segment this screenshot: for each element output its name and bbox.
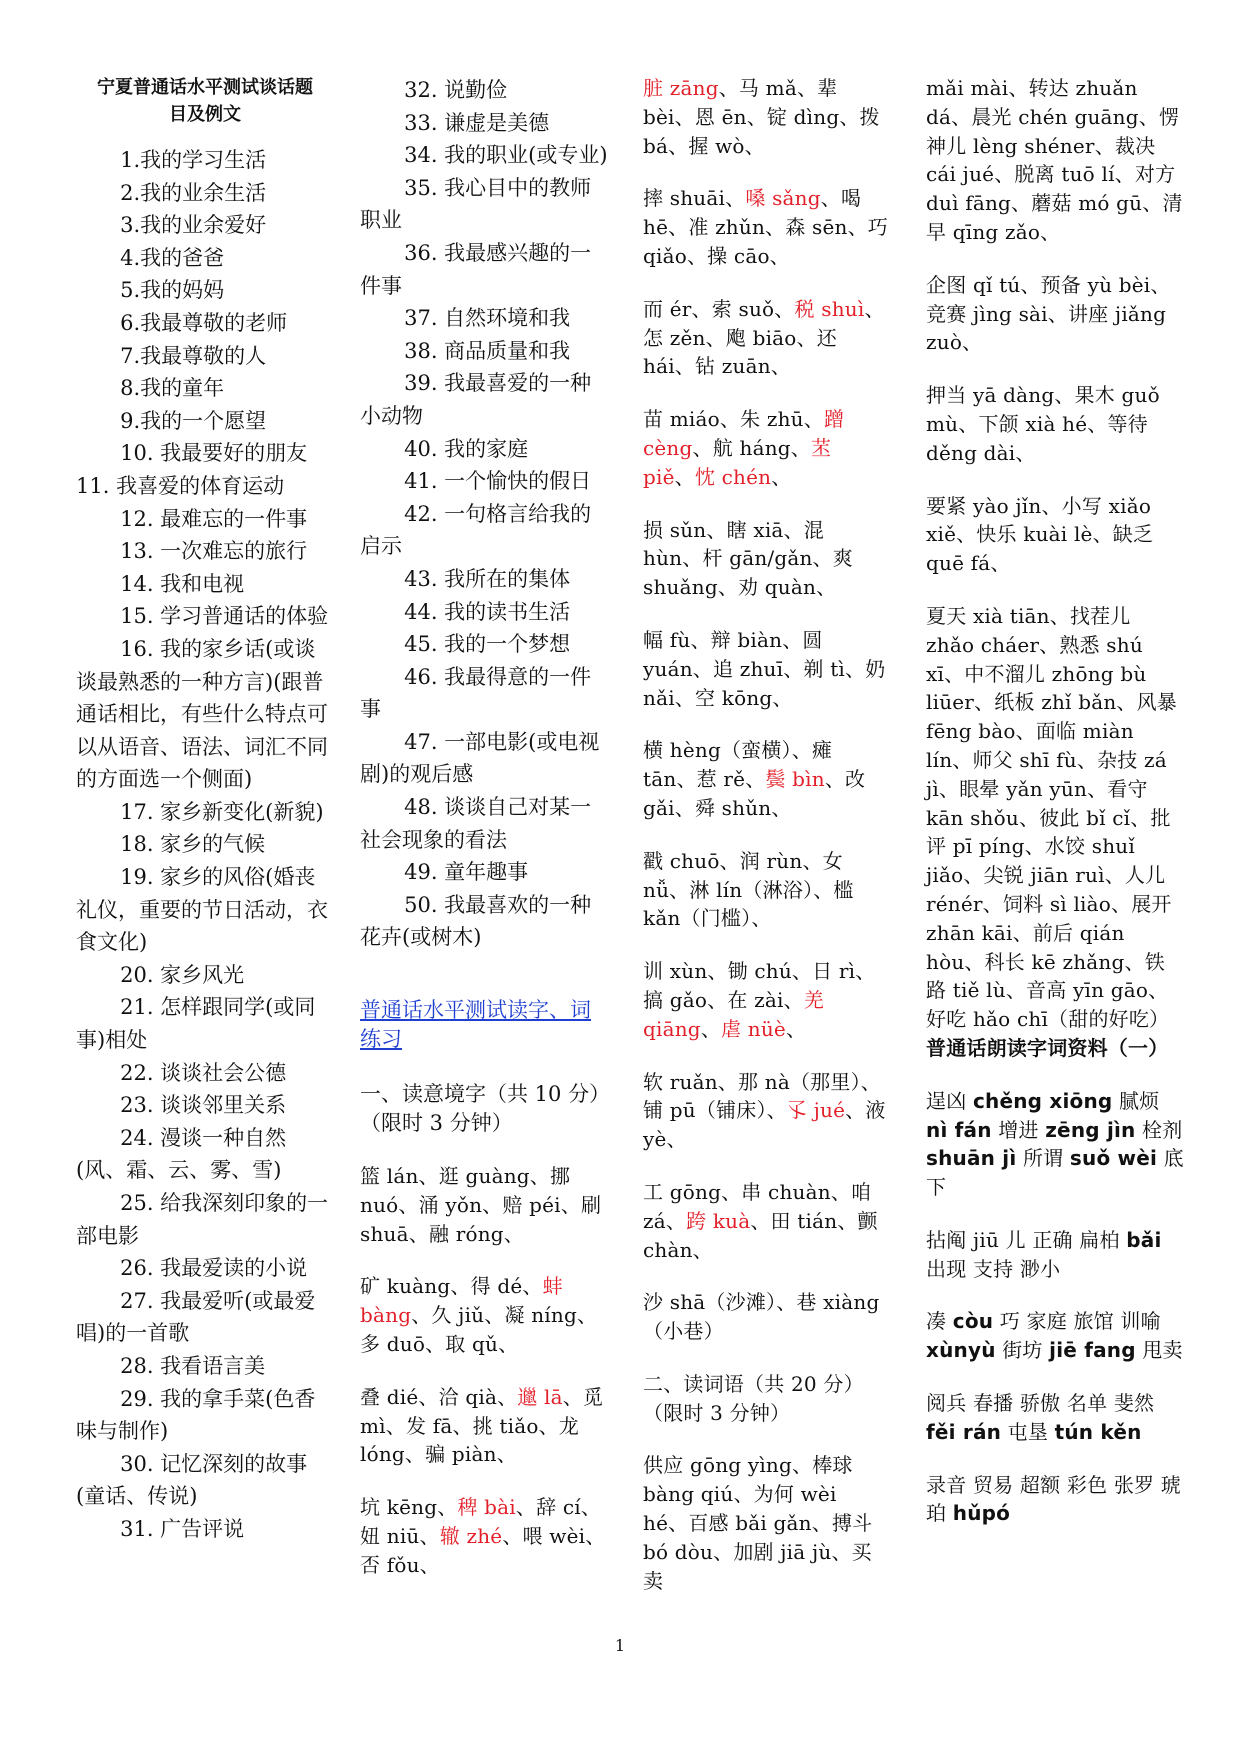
- topic-item: 17. 家乡新变化(新貌): [120, 799, 324, 824]
- topic-item: 29. 我的拿手菜(色香味与制作): [76, 1386, 316, 1444]
- practice-paragraph: [643, 184, 888, 270]
- text-segment: 拈阄 jiū 儿 正确 扁柏: [926, 1227, 1127, 1252]
- topic-item: 40. 我的家庭: [404, 436, 529, 461]
- topic-item: 36. 我最感兴趣的一件事: [360, 240, 592, 298]
- text-segment: 企图 qǐ tú、预备 yù bèi、竞赛 jìng sài、讲座 jiǎng zuò、: [926, 272, 1171, 355]
- topic-item: 49. 童年趣事: [404, 860, 529, 885]
- topic-item: 34. 我的职业(或专业): [404, 143, 608, 168]
- topic-item: 21. 怎样跟同学(或同事)相处: [76, 995, 316, 1053]
- topic-item: 26. 我最爱读的小说: [120, 1256, 308, 1281]
- practice-paragraph: [926, 1226, 1184, 1284]
- page-title: 宁夏普通话水平测试谈话题 目及例文: [97, 77, 313, 125]
- practice-paragraph: [643, 1178, 888, 1264]
- practice-paragraph: [643, 295, 888, 381]
- practice-paragraph: [643, 1451, 888, 1595]
- text-segment: 、觅 mì、发 fā、挑 tiǎo、龙 lóng、骗 piàn、: [360, 1384, 604, 1467]
- topic-item: 4.我的爸爸: [120, 245, 225, 270]
- text-segment: 甩卖: [1135, 1338, 1183, 1363]
- highlighted-char: 嗓 sǎng: [745, 186, 821, 211]
- topic-item: 11. 我喜爱的体育运动: [76, 473, 285, 498]
- highlighted-char: 税 shuì: [794, 296, 865, 321]
- text-segment: mǎi mài、转达 zhuǎn dá、晨光 chén guāng、愣神儿 lèng shéner、裁决 cái jué、脱离 tuō lí、对方 duì fāng、蘑菇 mó gū、清早 qīng zǎo、: [926, 76, 1183, 244]
- topic-item: 24. 漫谈一种自然(风、霜、云、雾、雪): [76, 1125, 287, 1183]
- text-segment: 横 hèng（蛮横）、瘫 tān、惹 rě、: [643, 738, 833, 792]
- text-segment: 增进: [991, 1117, 1046, 1142]
- highlighted-char: 蹭 cèng: [643, 407, 845, 460]
- topic-item: 47. 一部电影(或电视剧)的观后感: [360, 729, 600, 787]
- text-segment: 阅兵 春播 骄傲 名单 斐然: [926, 1391, 1155, 1416]
- practice-paragraph: [643, 736, 888, 822]
- topic-item: 42. 一句格言给我的启示: [360, 501, 592, 559]
- text-segment: 、: [674, 464, 695, 489]
- text-segment: 摔 shuāi、: [643, 186, 746, 211]
- char-practice-3: [643, 74, 888, 1595]
- text-segment: 、喝 hē、准 zhǔn、森 sēn、巧 qiǎo、操 cāo、: [643, 186, 888, 268]
- highlighted-char: 苤 piě: [643, 435, 832, 489]
- practice-paragraph: [643, 957, 888, 1043]
- topic-item: 25. 给我深刻印象的一部电影: [76, 1191, 329, 1248]
- topic-item: 28. 我看语言美: [120, 1353, 266, 1378]
- text-segment: 、液 yè、: [643, 1098, 886, 1152]
- topic-item: 5.我的妈妈: [120, 278, 225, 303]
- text-segment: 、喂 wèi、否 fǒu、: [360, 1524, 606, 1577]
- text-segment: 软 ruǎn、那 nà（那里）、铺 pū（铺床）、: [643, 1069, 881, 1123]
- bold-text: còu: [952, 1309, 994, 1334]
- text-segment: 矿 kuàng、得 dé、: [360, 1274, 543, 1299]
- practice-paragraph: [643, 74, 888, 160]
- highlighted-char: 羌 qiāng: [643, 987, 824, 1041]
- practice-paragraph: [643, 516, 888, 602]
- text-segment: 坑 kēng、: [360, 1495, 458, 1520]
- topic-item: 2.我的业余生活: [120, 180, 267, 205]
- text-segment: 、马 mǎ、辈 bèi、恩 ēn、锭 dìng、拨 bá、握 wò、: [643, 76, 880, 158]
- bold-text: tún kěn: [1054, 1419, 1142, 1444]
- topic-item: 7.我最尊敬的人: [120, 343, 267, 368]
- text-segment: 、: [785, 1016, 807, 1041]
- topic-item: 10. 我最要好的朋友: [120, 441, 308, 466]
- bold-text: shuān jì: [926, 1146, 1017, 1171]
- page-number: 1: [614, 1636, 626, 1655]
- topic-item: 44. 我的读书生活: [404, 599, 571, 624]
- practice-paragraph: [643, 1288, 888, 1346]
- highlighted-char: 辙 zhé: [439, 1524, 503, 1548]
- practice-paragraph: [926, 492, 1184, 578]
- text-segment: 夏天 xià tiān、找茬儿 zhǎo cháer、熟悉 shú xī、中不溜儿 zhōng bù liūer、纸板 zhǐ bǎn、风暴 fēng bào、面临 miàn lín、师父 shī fù、杂技 zá jì、眼晕 yǎn yūn、看守 kān shǒu、彼此 bǐ cǐ、批评 pī píng、水饺 shuǐ jiǎo、尖锐 jiān ruì、人儿 rénér、饲料 sì liào、展开 zhān kāi、前后 qián hòu、科长 kē zhǎng、铁路 tiě lù、音高 yīn gāo、好吃 hǎo chī（甜的好吃）: [926, 603, 1178, 1032]
- section-1-heading: 一、读意境字（共 10 分）（限时 3 分钟）: [360, 1082, 600, 1136]
- practice-paragraph: [643, 626, 888, 712]
- topic-item: 39. 我最喜爱的一种小动物: [360, 371, 592, 428]
- highlighted-char: 虐 nüè: [721, 1016, 786, 1041]
- practice-paragraph: [926, 271, 1184, 357]
- bold-text: zēng jìn: [1045, 1117, 1136, 1142]
- topic-item: 6.我最尊敬的老师: [120, 310, 288, 335]
- text-segment: 所谓: [1016, 1146, 1070, 1171]
- text-segment: 腻烦: [1112, 1088, 1160, 1113]
- practice-link[interactable]: 普通话水平测试读字、词练习: [360, 998, 591, 1052]
- text-segment: 底下: [926, 1146, 1184, 1200]
- topic-item: 41. 一个愉快的假日: [404, 469, 592, 494]
- topic-item: 23. 谈谈邻里关系: [120, 1093, 287, 1118]
- practice-paragraph: [926, 381, 1184, 467]
- topic-item: 13. 一次难忘的旅行: [120, 539, 308, 564]
- char-practice-2: [360, 1162, 610, 1580]
- practice-paragraph: [643, 1370, 888, 1428]
- topic-list-2: [360, 74, 610, 954]
- topic-item: 30. 记忆深刻的故事(童话、传说): [76, 1451, 308, 1509]
- topic-item: 3.我的业余爱好: [120, 213, 267, 238]
- practice-paragraph: [926, 1389, 1184, 1447]
- topic-list-1: [76, 144, 334, 1546]
- topic-item: 37. 自然环境和我: [404, 306, 571, 331]
- practice-paragraph: [643, 847, 888, 933]
- text-segment: 沙 shā（沙滩）、巷 xiàng（小巷）: [643, 1290, 880, 1344]
- topic-item: 48. 谈谈自己对某一社会现象的看法: [360, 795, 592, 852]
- topic-item: 1.我的学习生活: [120, 148, 267, 172]
- text-segment: 栓剂: [1135, 1117, 1183, 1142]
- topic-item: 31. 广告评说: [120, 1516, 245, 1541]
- practice-paragraph: [926, 74, 1184, 247]
- text-segment: 、: [700, 1016, 722, 1041]
- practice-paragraph: [360, 1493, 610, 1579]
- topic-item: 12. 最难忘的一件事: [120, 506, 308, 531]
- highlighted-char: 孓 jué: [786, 1098, 846, 1123]
- text-segment: 录音 贸易 超额 彩色 张罗 琥珀: [926, 1472, 1181, 1526]
- topic-item: 35. 我心目中的教师职业: [360, 175, 592, 233]
- practice-paragraph: [926, 602, 1184, 1063]
- text-segment: 损 sǔn、瞎 xiā、混 hùn、杆 gān/gǎn、爽 shuǎng、劝 quàn、: [643, 517, 853, 600]
- topic-item: 33. 谦虚是美德: [404, 110, 550, 135]
- topic-item: 14. 我和电视: [120, 571, 245, 596]
- text-segment: 凑: [926, 1309, 953, 1334]
- text-segment: 戳 chuō、润 rùn、女 nǚ、淋 lín（淋浴）、槛 kǎn（门槛）、: [643, 848, 854, 931]
- text-segment: 、改 gǎi、舜 shǔn、: [643, 767, 866, 820]
- practice-paragraph: [360, 1383, 610, 1469]
- text-segment: 押当 yā dàng、果木 guǒ mù、下颌 xià hé、等待 děng dài、: [926, 383, 1160, 465]
- practice-paragraph: [360, 1162, 610, 1248]
- topic-item: 45. 我的一个梦想: [404, 632, 571, 657]
- practice-paragraph: [926, 1087, 1184, 1202]
- topic-item: 50. 我最喜欢的一种花卉(或树木): [360, 892, 592, 950]
- bold-text: suǒ wèi: [1069, 1146, 1158, 1171]
- text-segment: 要紧 yào jǐn、小写 xiǎo xiě、快乐 kuài lè、缺乏 quē fá、: [926, 493, 1154, 576]
- bold-text: hǔpó: [952, 1501, 1011, 1526]
- text-segment: 、航 háng、: [692, 435, 811, 460]
- text-segment: 逞凶: [926, 1088, 973, 1113]
- practice-paragraph: [926, 1307, 1184, 1365]
- word-practice-4: [926, 74, 1184, 1528]
- text-segment: 、辞 cí、妞 niū、: [360, 1495, 602, 1548]
- bold-text: xùnyù: [926, 1338, 996, 1363]
- practice-paragraph: [643, 405, 888, 491]
- topic-item: 9.我的一个愿望: [120, 408, 267, 433]
- column-1: [76, 74, 334, 1546]
- bold-text: chěng xiōng: [972, 1088, 1113, 1113]
- column-2: [360, 74, 610, 1604]
- topic-item: 22. 谈谈社会公德: [120, 1060, 287, 1085]
- bold-text: 普通话朗读字词资料（一）: [926, 1035, 1169, 1060]
- text-segment: 幅 fù、辩 biàn、圆 yuán、追 zhuī、剃 tì、奶 nǎi、空 kōng、: [643, 627, 886, 710]
- text-segment: 工 gōng、串 chuàn、咱 zá、: [643, 1179, 872, 1233]
- topic-item: 38. 商品质量和我: [404, 338, 571, 363]
- text-segment: 、: [771, 464, 792, 489]
- text-segment: 苗 miáo、朱 zhū、: [643, 407, 824, 432]
- topic-item: 43. 我所在的集体: [404, 566, 571, 591]
- text-segment: 屯垦: [1001, 1419, 1055, 1444]
- practice-paragraph: [360, 1272, 610, 1358]
- highlighted-char: 稗 bài: [457, 1495, 516, 1520]
- text-segment: 篮 lán、逛 guàng、挪 nuó、涌 yǒn、赔 péi、刷 shuā、融 róng、: [360, 1164, 602, 1246]
- text-segment: 、怎 zěn、飑 biāo、还 hái、钻 zuān、: [643, 296, 885, 379]
- text-segment: 叠 dié、洽 qià、: [360, 1384, 518, 1409]
- practice-paragraph: [926, 1471, 1184, 1529]
- column-3: [643, 74, 888, 1619]
- text-segment: 街坊: [995, 1338, 1050, 1363]
- highlighted-char: 脏 zāng: [643, 76, 719, 100]
- highlighted-char: 邋 lā: [517, 1384, 563, 1409]
- highlighted-char: 蚌 bàng: [360, 1274, 563, 1328]
- text-segment: 、田 tián、颤 chàn、: [643, 1208, 878, 1262]
- practice-paragraph: [643, 1068, 888, 1154]
- text-segment: 而 ér、索 suǒ、: [643, 296, 795, 321]
- text-segment: 巧 家庭 旅馆 训喻: [993, 1309, 1161, 1334]
- topic-item: 16. 我的家乡话(或谈谈最熟悉的一种方言)(跟普通话相比，有些什么特点可以从语音、语法、词汇不同的方面选一个侧面): [76, 636, 328, 792]
- topic-item: 32. 说勤俭: [404, 78, 508, 102]
- highlighted-char: 忱 chén: [694, 464, 772, 489]
- column-4: [926, 74, 1184, 1552]
- topic-item: 15. 学习普通话的体验: [120, 604, 329, 629]
- highlighted-char: 跨 kuà: [686, 1208, 751, 1233]
- text-segment: 二、读词语（共 20 分）（限时 3 分钟）: [643, 1371, 864, 1425]
- topic-item: 19. 家乡的风俗(婚丧礼仪，重要的节日活动，衣食文化): [76, 865, 328, 955]
- text-segment: 出现 支持 渺小: [926, 1256, 1061, 1281]
- topic-item: 27. 我最爱听(或最爱唱)的一首歌: [76, 1288, 316, 1346]
- highlighted-char: 鬓 bìn: [765, 767, 825, 792]
- topic-item: 8.我的童年: [120, 376, 225, 401]
- text-segment: 供应 gōng yìng、棒球 bàng qiú、为何 wèi hé、百感 bǎi gǎn、搏斗 bó dòu、加剧 jiā jù、买卖: [643, 1453, 873, 1593]
- bold-text: nì fán: [926, 1117, 992, 1142]
- bold-text: bǎi: [1126, 1227, 1162, 1252]
- topic-item: 46. 我最得意的一件事: [360, 664, 592, 722]
- bold-text: jiē fang: [1049, 1338, 1136, 1363]
- topic-item: 18. 家乡的气候: [120, 832, 266, 857]
- bold-text: fěi rán: [926, 1419, 1002, 1444]
- text-segment: 、久 jiǔ、凝 níng、多 duō、取 qǔ、: [360, 1303, 598, 1357]
- topic-item: 20. 家乡风光: [120, 962, 245, 987]
- text-segment: 训 xùn、锄 chú、日 rì、搞 gǎo、在 zài、: [643, 959, 876, 1012]
